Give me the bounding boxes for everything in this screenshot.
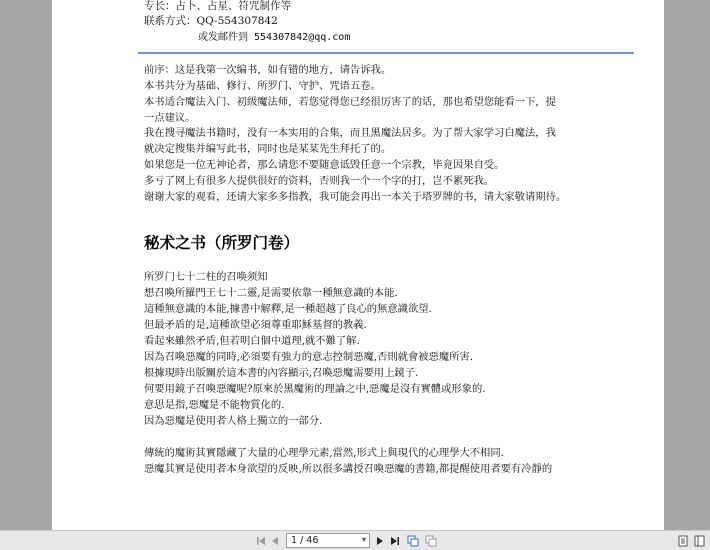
last-page-icon[interactable] (388, 534, 402, 548)
body-line: 因為召喚惡魔的同時,必須要有強力的意志控制惡魔,否則就會被惡魔所害. (144, 351, 474, 363)
first-page-icon[interactable] (254, 534, 268, 548)
viewer-left-margin (0, 0, 52, 530)
viewer-toolbar (0, 530, 710, 550)
next-page-icon[interactable] (373, 534, 387, 548)
contact-line: 联系方式：QQ-554307842 (144, 15, 278, 27)
previous-page-icon[interactable] (268, 534, 282, 548)
intro-line: 一点建议。 (144, 112, 196, 124)
intro-line: 多亏了网上有很多人提供很好的资料，否则我一个一个字的打，岂不累死我。 (144, 175, 495, 187)
page-indicator: 1 / 46 (291, 535, 319, 546)
document-page (52, 0, 664, 530)
body-line: 看起來雖然矛盾,但若明白個中道理,就不難了解. (144, 335, 360, 347)
sidebar-icon[interactable] (692, 534, 706, 548)
body-line: 意思是指,惡魔是不能物質化的. (144, 399, 285, 411)
intro-line: 本书共分为基础、修行、所罗门、守护、咒语五卷。 (144, 80, 381, 92)
intro-line: 就决定搜集并编写此书，同时也是某某先生拜托了的。 (144, 143, 392, 155)
two-page-view-icon[interactable] (424, 534, 438, 548)
viewer-right-margin (664, 0, 710, 530)
section-title: 秘术之书（所罗门卷） (144, 234, 300, 252)
body-line: 因為惡魔是使用者人格上獨立的一部分. (144, 415, 323, 427)
body-line: 惡魔其實是使用者本身欲望的反映,所以很多講授召喚惡魔的書籍,都提醒使用者要有冷靜的 (144, 463, 553, 475)
body-line: 根據現時出版關於這本書的內容顯示,召喚惡魔需要用上鏡子. (144, 367, 419, 379)
intro-line: 谢谢大家的观看，还请大家多多指教，我可能会再出一本关于塔罗牌的书，请大家敬请期待。 (144, 191, 567, 203)
intro-line: 前序：这是我第一次编书，如有错的地方，请告诉我。 (144, 64, 392, 76)
intro-line: 本书适合魔法入门、初级魔法师，若您觉得您已经很厉害了的话，那也希望您能看一下，提 (144, 96, 556, 108)
body-line: 傳統的魔術其實隱藏了大量的心理學元素,當然,形式上與現代的心理學大不相同. (144, 447, 504, 459)
intro-line: 如果您是一位无神论者，那么请您不要随意诋毁任意一个宗教，毕竟因果自受。 (144, 159, 505, 171)
document-icon[interactable] (676, 534, 690, 548)
body-line: 所罗门七十二柱的召唤须知 (144, 271, 268, 283)
body-line: 但最矛盾的是,這種欲望必須尊重耶穌基督的教義. (144, 319, 367, 331)
chevron-down-icon[interactable]: ▾ (361, 535, 366, 544)
intro-line: 我在搜寻魔法书籍时，没有一本实用的合集，而且黑魔法居多。为了帮大家学习白魔法，我 (144, 127, 556, 139)
specialty-line: 专长：占卜、占星、符咒制作等 (144, 0, 291, 12)
single-page-view-icon[interactable] (406, 534, 420, 548)
header-divider (138, 52, 634, 54)
body-line: 這種無意識的本能,據書中解釋,是一種超越了良心的無意識欲望. (144, 303, 432, 315)
email-line: 或发邮件到 554307842@qq.com (198, 32, 351, 43)
page-number-field[interactable] (286, 533, 370, 548)
body-line: 何要用鏡子召喚惡魔呢?原來於黑魔術的理論之中,惡魔是沒有實體或形象的. (144, 383, 486, 395)
body-line: 想召喚所羅門王七十二靈,是需要依靠一種無意識的本能. (144, 287, 398, 299)
